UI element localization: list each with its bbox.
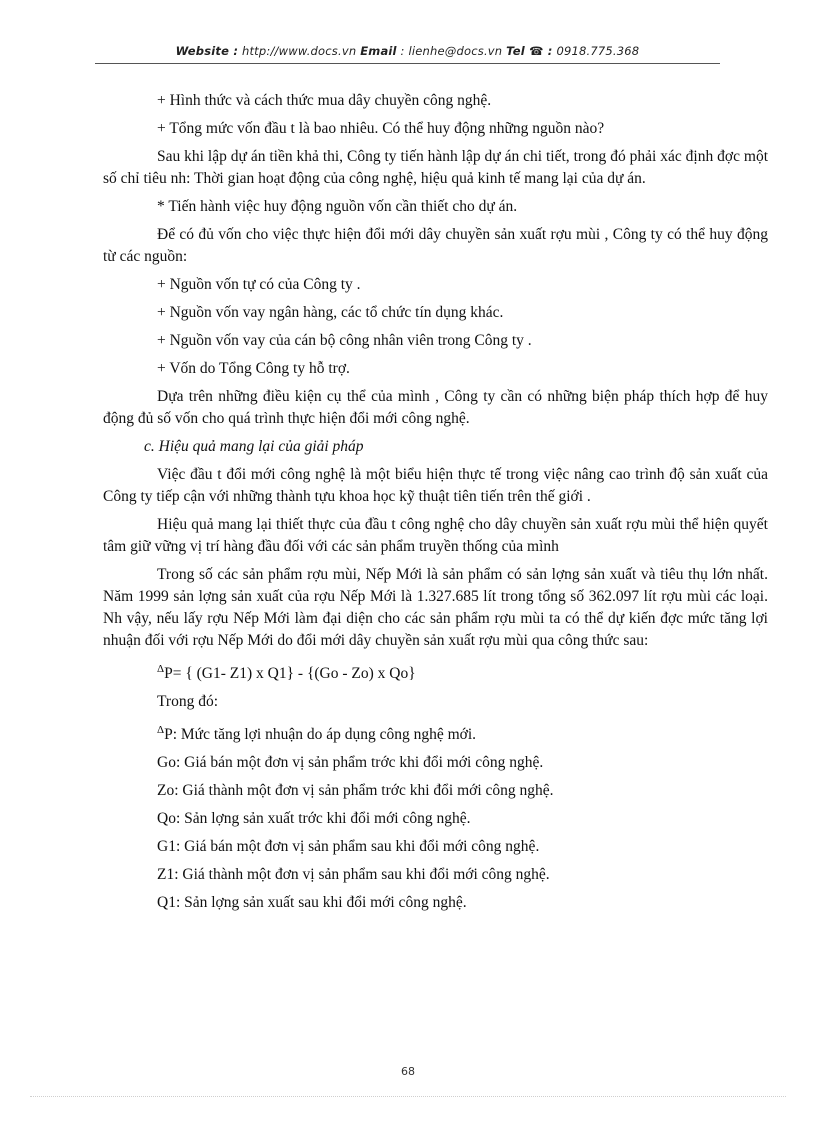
delta-symbol: Δ [157, 663, 165, 675]
website-value: http://www.docs.vn [238, 44, 361, 58]
definition-z1: Z1: Giá thành một đơn vị sản phẩm sau khi đổi mới công nghệ. [157, 866, 550, 883]
definition-g1: G1: Giá bán một đơn vị sản phẩm sau khi đổi mới công nghệ. [157, 838, 540, 855]
body-line-1: + Hình thức và cách thức mua dây chuyền công nghệ. [157, 92, 492, 109]
body-line-6: + Nguồn vốn vay của cán bộ công nhân viên trong Công ty . [157, 332, 532, 349]
body-line-3: * Tiến hành việc huy động nguồn vốn cần thiết cho dự án. [157, 198, 518, 215]
definition-text: P: Mức tăng lợi nhuận do áp dụng công nghệ mới. [164, 726, 477, 743]
email-label: Email [360, 44, 397, 58]
tel-value: 0918.775.368 [552, 44, 640, 58]
paragraph-4: Việc đầu t đổi mới công nghệ là một biểu hiện thực tế trong việc nâng cao trình độ sản xuất của Công ty tiếp cận với những thành tựu khoa học kỹ thuật tiên tiến trên thế giới . [103, 466, 768, 505]
paragraph-1: Sau khi lập dự án tiền khả thi, Công ty tiến hành lập dự án chi tiết, trong đó phải xác định đợc một số chỉ tiêu nh: Thời gian hoạt động của công nghệ, hiệu quả kinh tế mang lại của dự án. [103, 148, 768, 187]
bottom-divider [30, 1096, 786, 1097]
definition-delta-p [157, 719, 768, 746]
paragraph-2: Để có đủ vốn cho việc thực hiện đổi mới dây chuyền sản xuất rợu mùi , Công ty có thể huy động từ các nguồn: [103, 226, 768, 265]
delta-symbol: Δ [157, 724, 165, 736]
definition-go: Go: Giá bán một đơn vị sản phẩm trớc khi đổi mới công nghệ. [157, 754, 544, 771]
body-line-7: + Vốn do Tổng Công ty hỗ trợ. [157, 360, 350, 377]
paragraph-3: Dựa trên những điều kiện cụ thể của mình , Công ty cần có những biện pháp thích hợp để huy động đủ số vốn cho quá trình thực hiện đổi mới công nghệ. [103, 388, 768, 427]
page-body [103, 90, 768, 920]
definition-qo: Qo: Sản lợng sản xuất trớc khi đổi mới công nghệ. [157, 810, 471, 827]
page-header [95, 44, 720, 64]
definition-q1: Q1: Sản lợng sản xuất sau khi đổi mới công nghệ. [157, 894, 467, 911]
trong-do-label: Trong đó: [157, 693, 219, 710]
definition-zo: Zo: Giá thành một đơn vị sản phẩm trớc khi đổi mới công nghệ. [157, 782, 554, 799]
formula-text: P= { (G1- Z1) x Q1} - {(Go - Zo) x Qo} [164, 665, 416, 682]
website-label: Website : [175, 44, 239, 58]
body-line-5: + Nguồn vốn vay ngân hàng, các tổ chức tín dụng khác. [157, 304, 504, 321]
email-value: : lienhe@docs.vn [396, 44, 507, 58]
paragraph-6: Trong số các sản phẩm rợu mùi, Nếp Mới là sản phẩm có sản lợng sản xuất và tiêu thụ lớn nhất. Năm 1999 sản lợng sản xuất của rợu Nếp Mới là 1.327.685 lít trong tổng số 362.097 lít rợu mùi các loại. Nh vậy, nếu lấy rợu Nếp Mới làm đại diện cho các sản phẩm rợu mùi ta có thể dự kiến đợc mức tăng lợi nhuận đối với rợu Nếp Mới do đổi mới dây chuyền sản xuất rợu mùi qua công thức sau: [103, 566, 768, 649]
body-line-4: + Nguồn vốn tự có của Công ty . [157, 276, 361, 293]
body-line-2: + Tổng mức vốn đầu t là bao nhiêu. Có thể huy động những nguồn nào? [157, 120, 605, 137]
tel-label: Tel ☎ : [506, 44, 553, 58]
page-number: 68 [401, 1065, 415, 1078]
paragraph-5: Hiệu quả mang lại thiết thực của đầu t công nghệ cho dây chuyền sản xuất rợu mùi thể hiện quyết tâm giữ vững vị trí hàng đầu đối với các sản phẩm truyền thống của mình [103, 516, 768, 555]
section-heading-c: c. Hiệu quả mang lại của giải pháp [144, 438, 364, 455]
profit-formula [157, 658, 768, 685]
